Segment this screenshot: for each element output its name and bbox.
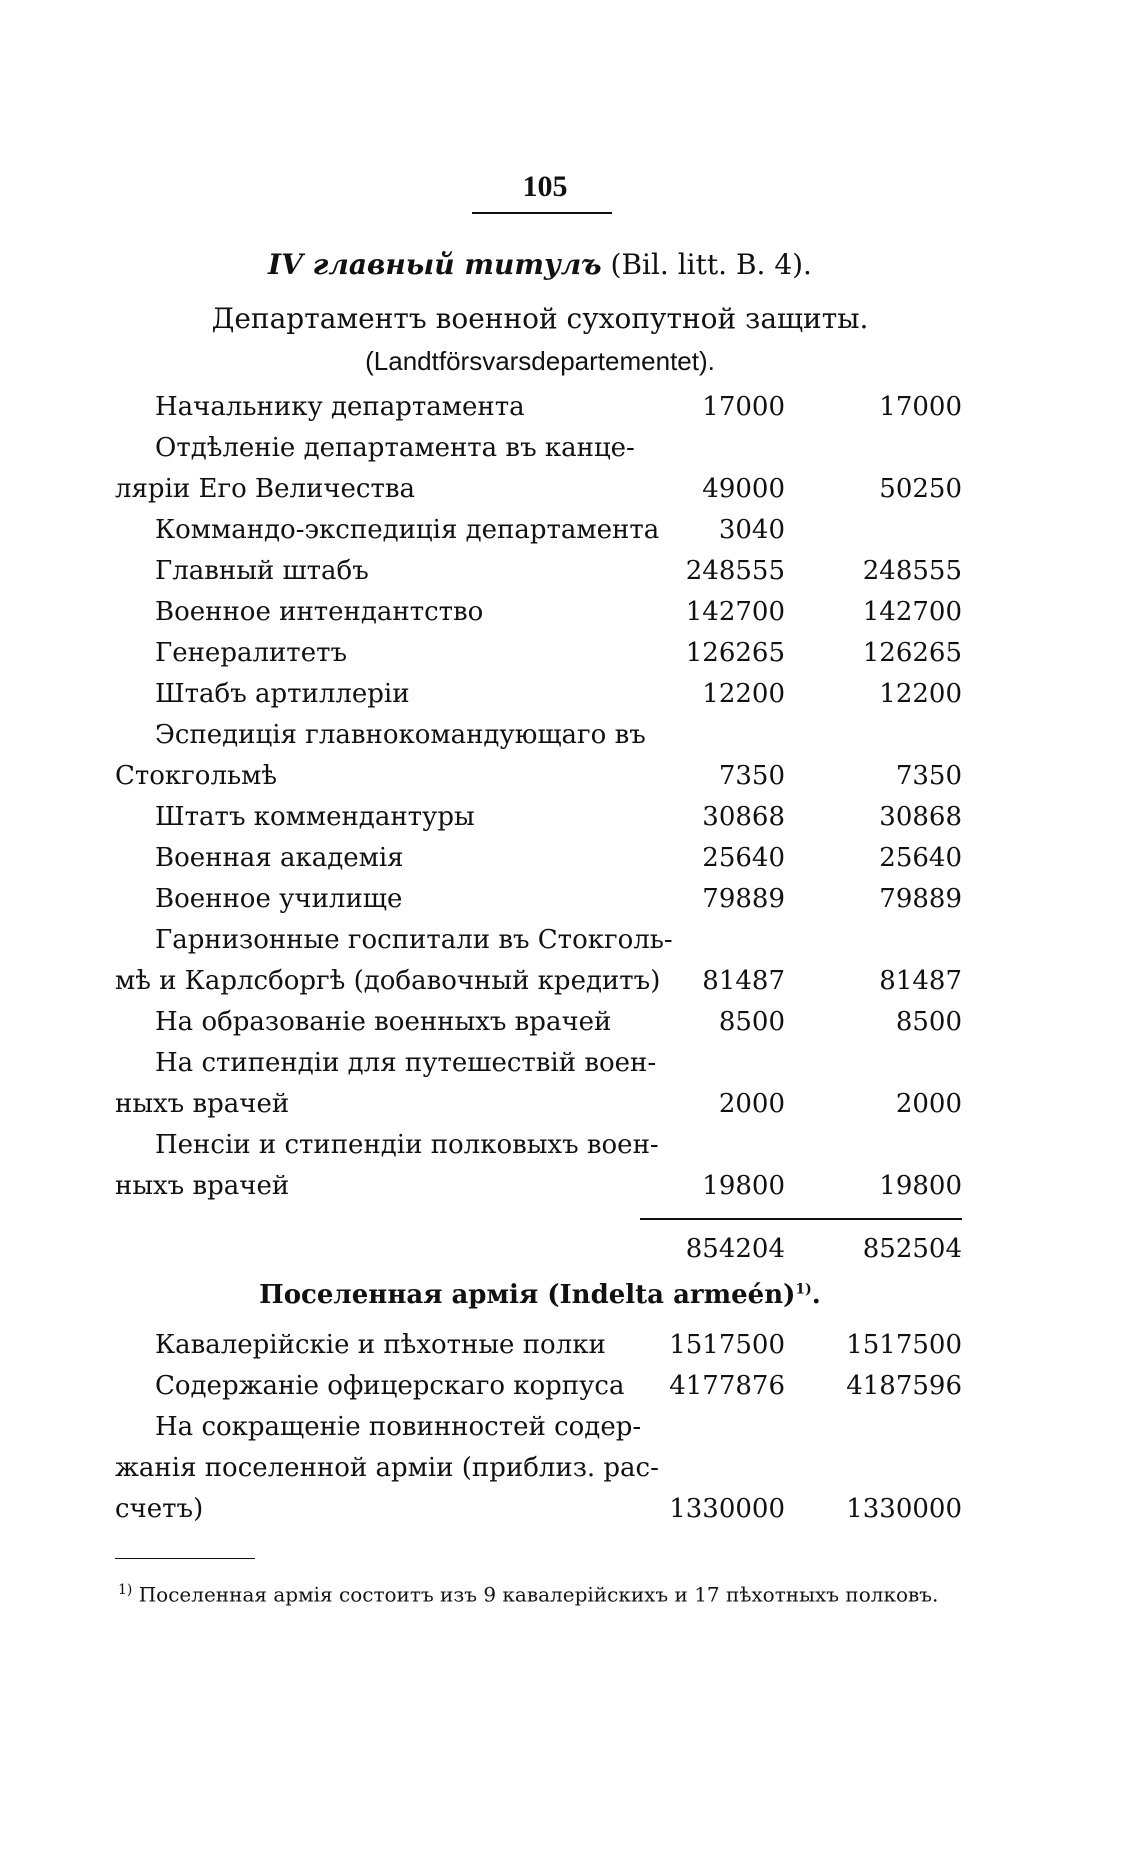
table-row xyxy=(0,925,1140,965)
row-value-2: 12200 xyxy=(879,679,962,709)
row-label: Стокгольмѣ xyxy=(115,761,278,791)
row-value-2: 25640 xyxy=(879,843,962,873)
row-label: жанія поселенной арміи (приблиз. рас- xyxy=(115,1453,659,1483)
table-row xyxy=(0,966,1140,1006)
page-number-rule xyxy=(472,212,612,214)
row-value-1: 7350 xyxy=(718,761,785,791)
table-row xyxy=(0,474,1140,514)
row-label: Штатъ коммендантуры xyxy=(155,802,475,832)
table-row xyxy=(0,1007,1140,1047)
row-label: Штабъ артиллеріи xyxy=(155,679,410,709)
row-label: Военное интендантство xyxy=(155,597,484,627)
row-value-1: 25640 xyxy=(702,843,785,873)
footnote xyxy=(118,1582,938,1607)
table-row xyxy=(0,1330,1140,1370)
row-value-2: 1517500 xyxy=(846,1330,962,1360)
table-row xyxy=(0,1048,1140,1088)
row-label: Генералитетъ xyxy=(155,638,348,668)
row-label: На стипендіи для путешествій воен- xyxy=(155,1048,657,1078)
row-label: Гарнизонные госпитали въ Стокголь- xyxy=(155,925,673,955)
footnote-text: Поселенная армія состоитъ изъ 9 кавалерійскихъ и 17 пѣхотныхъ полковъ. xyxy=(138,1582,939,1607)
row-value-1: 1330000 xyxy=(669,1494,785,1524)
table-row xyxy=(0,433,1140,473)
row-label: мѣ и Карлсборгѣ (добавочный кредитъ) xyxy=(115,966,661,996)
section-title-settled-army: Поселенная армія (Indelta armeén)$^{1)}$. xyxy=(259,1280,821,1310)
chapter-title-ref: (Bil. litt. B. 4). xyxy=(610,248,812,281)
row-value-2: 81487 xyxy=(879,966,962,996)
row-label: ныхъ врачей xyxy=(115,1089,290,1119)
row-value-1: 12200 xyxy=(702,679,785,709)
row-value-2: 19800 xyxy=(879,1171,962,1201)
table-row xyxy=(0,1494,1140,1534)
row-label: Кавалерійскіе и пѣхотные полки xyxy=(155,1330,606,1360)
row-value-1: 126265 xyxy=(685,638,785,668)
row-value-2: 4187596 xyxy=(846,1371,962,1401)
table-row xyxy=(0,802,1140,842)
row-label: Начальнику департамента xyxy=(155,392,525,422)
row-value-1: 19800 xyxy=(702,1171,785,1201)
row-label: Военная академія xyxy=(155,843,404,873)
row-value-1: 3040 xyxy=(718,515,785,545)
table-row xyxy=(0,761,1140,801)
chapter-title-italic: IV главный титулъ xyxy=(268,248,602,281)
row-label: ныхъ врачей xyxy=(115,1171,290,1201)
table-row xyxy=(0,392,1140,432)
row-value-2: 17000 xyxy=(879,392,962,422)
row-value-2: 126265 xyxy=(862,638,962,668)
row-value-1: 142700 xyxy=(685,597,785,627)
table-row xyxy=(0,1412,1140,1452)
table-row xyxy=(0,884,1140,924)
row-value-2: 248555 xyxy=(862,556,962,586)
row-value-1: 248555 xyxy=(685,556,785,586)
row-label: На сокращеніе повинностей содер- xyxy=(155,1412,642,1442)
section-title-text: Поселенная армія (Indelta armeén) xyxy=(259,1280,796,1310)
row-value-2: 50250 xyxy=(879,474,962,504)
table-row xyxy=(0,1130,1140,1170)
row-value-1: 49000 xyxy=(702,474,785,504)
department-swedish-name: (Landtförsvarsdepartementet). xyxy=(365,346,715,376)
row-value-1: 17000 xyxy=(702,392,785,422)
row-value-1: 81487 xyxy=(702,966,785,996)
row-label: Содержаніе офицерскаго корпуса xyxy=(155,1371,625,1401)
row-value-2: 142700 xyxy=(862,597,962,627)
table-row xyxy=(0,515,1140,555)
total-row xyxy=(0,1234,1140,1274)
department-name: Департаментъ военной сухопутной защиты. xyxy=(211,302,869,335)
row-label: Отдѣленіе департамента въ канце- xyxy=(155,433,635,463)
row-label: счетъ) xyxy=(115,1494,204,1524)
table-row xyxy=(0,597,1140,637)
table-row xyxy=(0,1089,1140,1129)
row-value-2: 79889 xyxy=(879,884,962,914)
row-label: Эспедиція главнокомандующаго въ xyxy=(155,720,646,750)
row-value-1: 30868 xyxy=(702,802,785,832)
total-rule xyxy=(640,1218,962,1220)
table-row xyxy=(0,556,1140,596)
table-row xyxy=(0,720,1140,760)
total-value-1: 854204 xyxy=(685,1234,785,1264)
row-value-2: 1330000 xyxy=(846,1494,962,1524)
row-value-2: 30868 xyxy=(879,802,962,832)
row-value-1: 79889 xyxy=(702,884,785,914)
footnote-mark: 1) xyxy=(118,1582,133,1598)
row-value-1: 2000 xyxy=(718,1089,785,1119)
table-row xyxy=(0,679,1140,719)
row-value-2: 8500 xyxy=(895,1007,962,1037)
table-row xyxy=(0,1371,1140,1411)
row-label: Военное училище xyxy=(155,884,403,914)
row-value-1: 4177876 xyxy=(669,1371,785,1401)
table-row xyxy=(0,1171,1140,1211)
footnote-rule xyxy=(115,1558,255,1559)
page-number: 105 xyxy=(522,170,568,203)
row-value-1: 1517500 xyxy=(669,1330,785,1360)
row-label: ляріи Его Величества xyxy=(115,474,415,504)
total-value-2: 852504 xyxy=(862,1234,962,1264)
table-row xyxy=(0,1453,1140,1493)
row-label: Пенсіи и стипендіи полковыхъ воен- xyxy=(155,1130,659,1160)
table-row xyxy=(0,638,1140,678)
section-title-footnote-mark: 1) xyxy=(795,1281,812,1298)
table-row xyxy=(0,843,1140,883)
row-value-1: 8500 xyxy=(718,1007,785,1037)
row-label: Коммандо-экспедиція департамента xyxy=(155,515,660,545)
chapter-title xyxy=(100,248,980,281)
row-value-2: 7350 xyxy=(895,761,962,791)
row-label: На образованіе военныхъ врачей xyxy=(155,1007,612,1037)
row-value-2: 2000 xyxy=(895,1089,962,1119)
row-label: Главный штабъ xyxy=(155,556,369,586)
